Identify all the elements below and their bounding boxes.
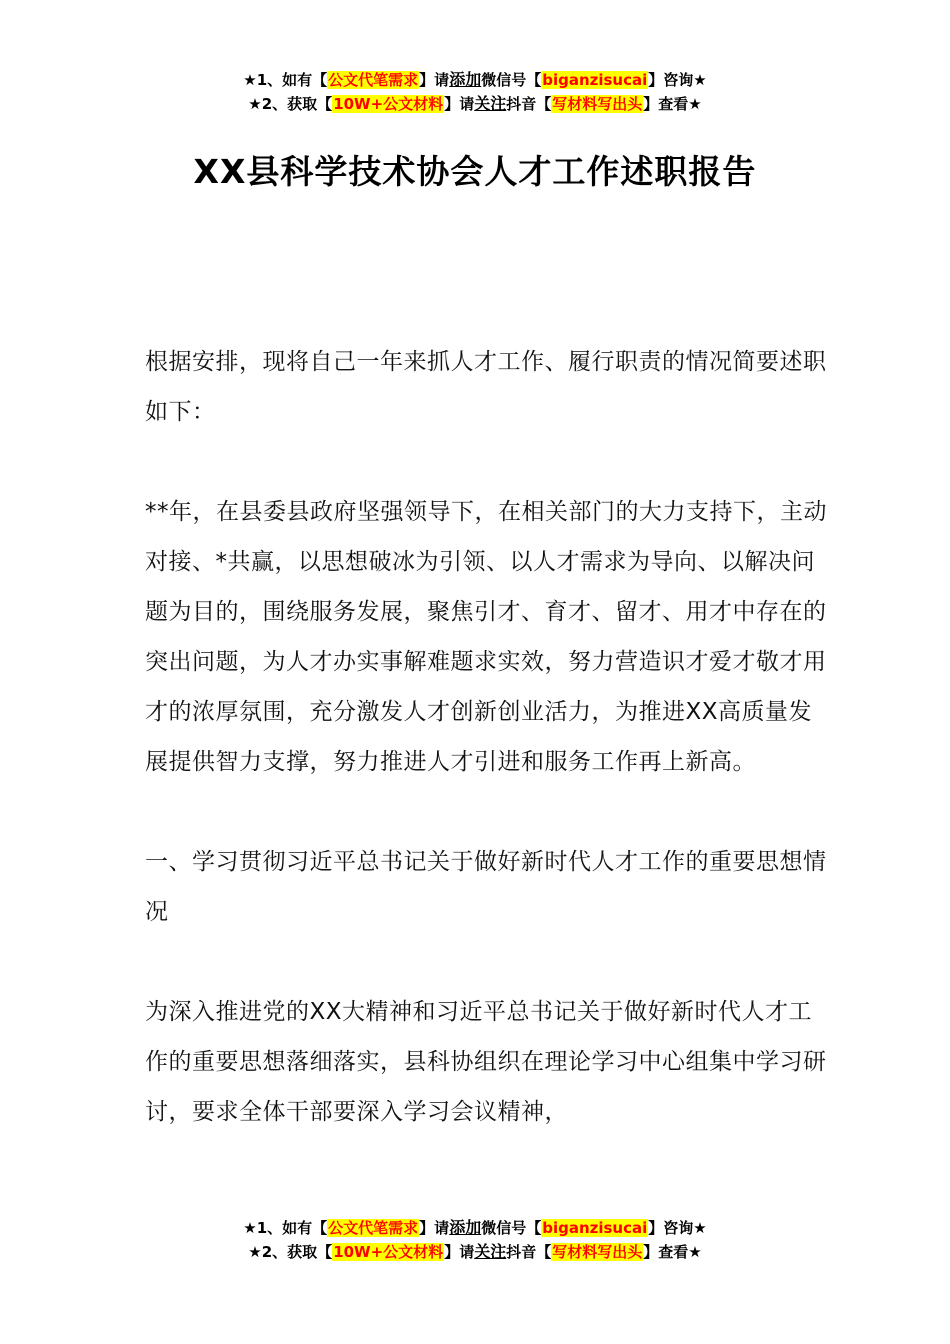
promo-text: 微信号【 [481, 71, 542, 89]
promo-highlight: 10W+公文材料 [333, 1243, 444, 1261]
promo-line-1 [0, 1216, 950, 1240]
promo-douyin-id: 写材料写出头 [552, 95, 643, 113]
promo-highlight: 公文代笔需求 [328, 71, 419, 89]
promo-highlight: 10W+公文材料 [333, 95, 444, 113]
document-title: XX县科学技术协会人才工作述职报告 [193, 152, 757, 191]
promo-text: 抖音【 [506, 95, 552, 113]
promo-text: 抖音【 [506, 1243, 552, 1261]
promo-underline: 添加 [449, 70, 482, 89]
promo-text: 微信号【 [481, 1219, 542, 1237]
top-promo-banner [0, 68, 950, 116]
paragraph-summary: **年，在县委县政府坚强领导下，在相关部门的大力支持下，主动对接、*共赢，以思想破冰为引领、以人才需求为导向、以解决问题为目的，围绕服务发展，聚焦引才、育才、留才、用才中存在的突出问题，为人才办实事解难题求实效，努力营造识才爱才敬才用才的浓厚氛围，充分激发人才创新创业活力，为推进XX高质量发展提供智力支撑，努力推进人才引进和服务工作再上新高。 [145, 499, 827, 775]
promo-underline: 关注 [474, 1242, 507, 1261]
promo-text: 】查看★ [643, 95, 702, 113]
promo-underline: 添加 [449, 1218, 482, 1237]
promo-douyin-id: 写材料写出头 [552, 1243, 643, 1261]
promo-text: 】查看★ [643, 1243, 702, 1261]
promo-text: 】请 [419, 1219, 450, 1237]
promo-line-2 [0, 1240, 950, 1264]
promo-text: 】咨询★ [648, 1219, 707, 1237]
promo-wechat-id: biganzisucai [542, 1219, 648, 1237]
promo-text: ★1、如有【 [243, 71, 328, 89]
promo-text: ★2、获取【 [248, 1243, 333, 1261]
paragraph-section-1: 为深入推进党的XX大精神和习近平总书记关于做好新时代人才工作的重要思想落细落实，县科协组织在理论学习中心组集中学习研讨，要求全体干部要深入学习会议精神， [145, 999, 827, 1125]
promo-line-2 [0, 92, 950, 116]
promo-text: 】咨询★ [648, 71, 707, 89]
promo-text: 】请 [419, 71, 450, 89]
section-heading-1: 一、学习贯彻习近平总书记关于做好新时代人才工作的重要思想情况 [145, 849, 827, 925]
document-body [145, 337, 835, 1187]
promo-highlight: 公文代笔需求 [328, 1219, 419, 1237]
promo-wechat-id: biganzisucai [542, 71, 648, 89]
bottom-promo-banner [0, 1216, 950, 1264]
promo-underline: 关注 [474, 94, 507, 113]
promo-text: ★2、获取【 [248, 95, 333, 113]
paragraph-intro: 根据安排，现将自己一年来抓人才工作、履行职责的情况简要述职如下： [145, 349, 827, 425]
promo-text: ★1、如有【 [243, 1219, 328, 1237]
promo-text: 】请 [444, 1243, 475, 1261]
promo-line-1 [0, 68, 950, 92]
promo-text: 】请 [444, 95, 475, 113]
